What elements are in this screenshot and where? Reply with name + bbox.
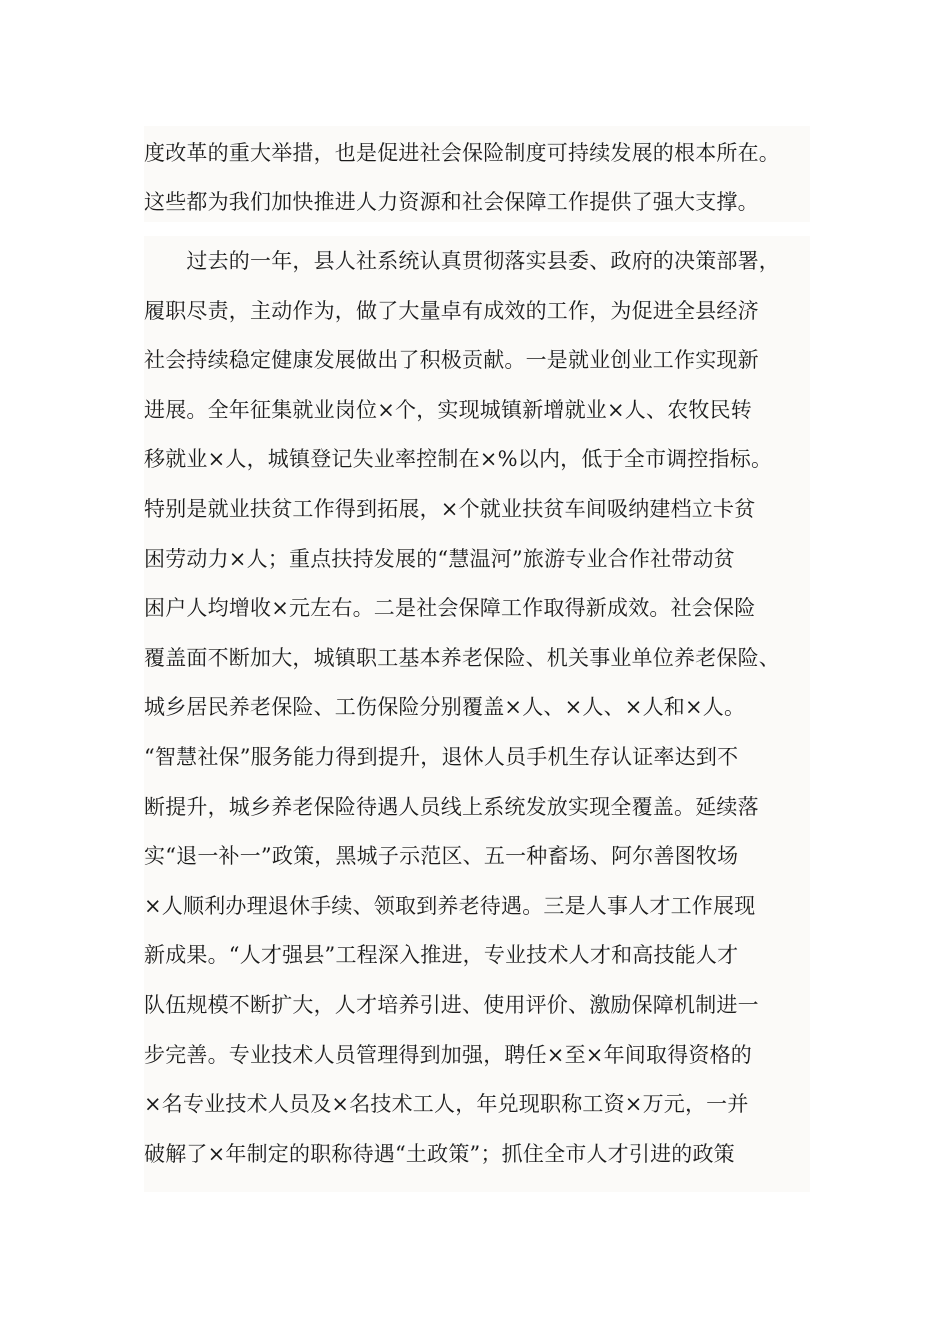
text-line: 步完善。专业技术人员管理得到加强，聘任×至×年间取得资格的 [144,1042,752,1067]
text-line: 过去的一年，县人社系统认真贯彻落实县委、政府的决策部署， [144,249,780,273]
text-line: 这些都为我们加快推进人力资源和社会保障工作提供了强大支撑。 [144,190,759,214]
text-line: “智慧社保”服务能力得到提升，退休人员手机生存认证率达到不 [144,745,739,769]
text-line: 履职尽责，主动作为，做了大量卓有成效的工作，为促进全县经济 [144,298,759,323]
text-line: 困劳动力×人；重点扶持发展的“慧温河”旅游专业合作社带动贫 [144,546,735,571]
text-line: ×人顺利办理退休手续、领取到养老待遇。三是人事人才工作展现 [144,893,756,918]
paragraph-achievements [144,236,810,1192]
text-line: 城乡居民养老保险、工伤保险分别覆盖×人、×人、×人和×人。 [144,695,746,720]
text-line: 度改革的重大举措，也是促进社会保险制度可持续发展的根本所在。 [144,141,780,165]
text-line: 进展。全年征集就业岗位×个，实现城镇新增就业×人、农牧民转 [144,397,752,422]
text-line: 移就业×人，城镇登记失业率控制在×%以内，低于全市调控指标。 [144,447,773,472]
text-line: 实“退一补一”政策，黑城子示范区、五一种畜场、阿尔善图牧场 [144,844,739,869]
text-line: 特别是就业扶贫工作得到拓展，×个就业扶贫车间吸纳建档立卡贫 [144,497,756,521]
text-line: 断提升，城乡养老保险待遇人员线上系统发放实现全覆盖。延续落 [144,794,759,819]
text-line: 队伍规模不断扩大，人才培养引进、使用评价、激励保障机制进一 [144,993,759,1017]
paragraph-continuation [144,126,810,222]
text-line: 困户人均增收×元左右。二是社会保障工作取得新成效。社会保险 [144,596,756,621]
text-line: 新成果。“人才强县”工程深入推进，专业技术人才和高技能人才 [144,943,739,968]
text-line: ×名专业技术人员及×名技术工人，年兑现职称工资×万元，一并 [144,1092,749,1117]
text-line: 社会持续稳定健康发展做出了积极贡献。一是就业创业工作实现新 [144,348,759,373]
text-line: 覆盖面不断加大，城镇职工基本养老保险、机关事业单位养老保险、 [144,645,780,670]
text-line: 破解了×年制定的职称待遇“土政策”；抓住全市人才引进的政策 [144,1141,735,1166]
